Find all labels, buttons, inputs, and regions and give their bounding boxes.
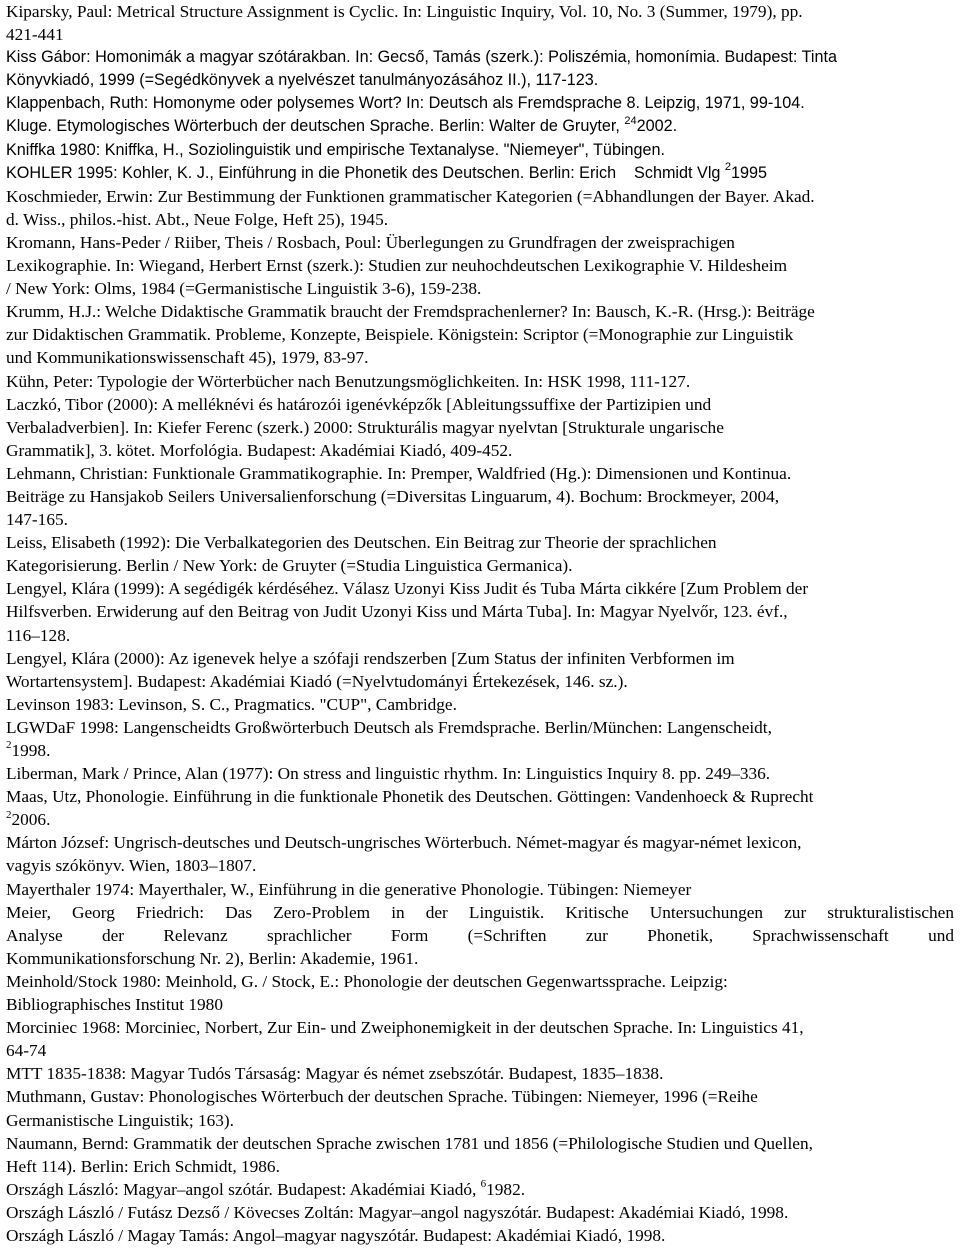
entry-line: Kommunikationsforschung Nr. 2), Berlin: Akademie, 1961. bbox=[6, 948, 419, 968]
entry-line: Hilfsverben. Erwiderung auf den Beitrag von Judit Uzonyi Kiss und Márta Tuba]. In: Magyar Nyelvőr, 123. évf., bbox=[6, 602, 788, 622]
entry-line bbox=[6, 808, 954, 831]
entry-line: Kühn, Peter: Typologie der Wörterbücher nach Benutzungsmöglichkeiten. In: HSK 1998, 111-127. bbox=[6, 371, 691, 391]
bibliography-entry bbox=[6, 1085, 954, 1131]
bibliography-entry bbox=[6, 1132, 954, 1178]
bibliography-entry bbox=[6, 300, 954, 369]
edition-superscript: 6 bbox=[480, 1178, 487, 1191]
entry-line: Klappenbach, Ruth: Homonyme oder polysemes Wort? In: Deutsch als Fremdsprache 8. Leipzig, 1971, 99-104. bbox=[6, 94, 805, 113]
entry-line: Grammatik], 3. kötet. Morfológia. Budapest: Akadémiai Kiadó, 409-452. bbox=[6, 440, 513, 460]
entry-line: Verbaladverbien]. In: Kiefer Ferenc (szerk.) 2000: Strukturális magyar nyelvtan [Strukturale ungarische bbox=[6, 417, 724, 437]
bibliography-entry bbox=[6, 92, 954, 115]
entry-line: Levinson 1983: Levinson, S. C., Pragmatics. "CUP", Cambridge. bbox=[6, 694, 457, 714]
entry-line: Márton József: Ungrisch-deutsches und Deutsch-ungrisches Wörterbuch. Német-magyar és magyar-német lexicon, bbox=[6, 833, 802, 853]
entry-line: Heft 114). Berlin: Erich Schmidt, 1986. bbox=[6, 1156, 280, 1176]
entry-line: Maas, Utz, Phonologie. Einführung in die funktionale Phonetik des Deutschen. Göttingen: Vandenhoeck & Ruprecht bbox=[6, 787, 814, 807]
entry-line: zur Didaktischen Grammatik. Probleme, Konzepte, Beispiele. Königstein: Scriptor (=Monographie zur Linguistik bbox=[6, 325, 794, 345]
bibliography-entry bbox=[6, 1178, 954, 1201]
edition-superscript: 24 bbox=[624, 115, 637, 128]
entry-line: Lengyel, Klára (2000): Az igenevek helye a szófaji rendszerben [Zum Status der infiniten Verbformen im bbox=[6, 648, 735, 668]
entry-line: Liberman, Mark / Prince, Alan (1977): On stress and linguistic rhythm. In: Linguistics Inquiry 8. pp. 249–336. bbox=[6, 764, 771, 784]
entry-line: Muthmann, Gustav: Phonologisches Wörterbuch der deutschen Sprache. Tübingen: Niemeyer, 1996 (=Reihe bbox=[6, 1087, 758, 1107]
entry-line: Wortartensystem]. Budapest: Akadémiai Kiadó (=Nyelvtudományi Értekezések, 146. sz.). bbox=[6, 671, 628, 691]
entry-line: MTT 1835-1838: Magyar Tudós Társaság: Magyar és német zsebszótár. Budapest, 1835–1838. bbox=[6, 1064, 664, 1084]
entry-line: Lengyel, Klára (1999): A segédigék kérdéséhez. Válasz Uzonyi Kiss Judit és Tuba Márta cikkére [Zum Problem der bbox=[6, 579, 809, 599]
entry-text: 1982. bbox=[486, 1179, 526, 1199]
bibliography-entry bbox=[6, 831, 954, 877]
entry-line: Kategorisierung. Berlin / New York: de Gruyter (=Studia Linguistica Germanica). bbox=[6, 556, 573, 576]
edition-superscript: 2 bbox=[6, 808, 12, 821]
entry-line: Naumann, Bernd: Grammatik der deutschen Sprache zwischen 1781 und 1856 (=Philologische Studien und Quellen, bbox=[6, 1133, 813, 1153]
entry-line bbox=[6, 739, 954, 762]
bibliography-entry bbox=[6, 115, 954, 138]
entry-line: Germanistische Linguistik; 163). bbox=[6, 1110, 234, 1130]
bibliography-entry bbox=[6, 162, 954, 185]
bibliography-entry bbox=[6, 693, 954, 716]
bibliography-entry bbox=[6, 878, 954, 901]
entry-text: 2002. bbox=[636, 117, 678, 136]
bibliography-entry bbox=[6, 1201, 954, 1224]
entry-line: Lehmann, Christian: Funktionale Grammatikographie. In: Premper, Waldfried (Hg.): Dimensionen und Kontinua. bbox=[6, 463, 792, 483]
entry-line: / New York: Olms, 1984 (=Germanistische Linguistik 3-6), 159-238. bbox=[6, 279, 482, 299]
entry-line: Bibliographisches Institut 1980 bbox=[6, 995, 223, 1015]
bibliography-entry bbox=[6, 577, 954, 646]
entry-line: 64-74 bbox=[6, 1041, 47, 1061]
entry-line: 116–128. bbox=[6, 625, 71, 645]
entry-line: 147-165. bbox=[6, 510, 68, 530]
entry-line: Mayerthaler 1974: Mayerthaler, W., Einführung in die generative Phonologie. Tübingen: Niemeyer bbox=[6, 879, 692, 899]
bibliography-entry bbox=[6, 393, 954, 462]
entry-line: Meinhold/Stock 1980: Meinhold, G. / Stock, E.: Phonologie der deutschen Gegenwartssprache. Leipzig: bbox=[6, 971, 728, 991]
bibliography-entry bbox=[6, 647, 954, 693]
bibliography-entry bbox=[6, 1224, 954, 1247]
entry-line: LGWDaF 1998: Langenscheidts Großwörterbuch Deutsch als Fremdsprache. Berlin/München: Langenscheidt, bbox=[6, 717, 772, 737]
entry-line bbox=[6, 115, 954, 138]
entry-line: und Kommunikationswissenschaft 45), 1979, 83-97. bbox=[6, 348, 369, 368]
bibliography-entry bbox=[6, 970, 954, 1016]
entry-text: Országh László: Magyar–angol szótár. Budapest: Akadémiai Kiadó, bbox=[6, 1179, 481, 1199]
bibliography-entry bbox=[6, 762, 954, 785]
entry-line: Lexikographie. In: Wiegand, Herbert Ernst (szerk.): Studien zur neuhochdeutschen Lexikographie V. Hildesheim bbox=[6, 256, 788, 276]
entry-line: 421-441 bbox=[6, 25, 64, 45]
entry-line: d. Wiss., philos.-hist. Abt., Neue Folge, Heft 25), 1945. bbox=[6, 209, 389, 229]
bibliography-entry bbox=[6, 531, 954, 577]
bibliography-entry bbox=[6, 785, 954, 831]
bibliography-entry bbox=[6, 46, 954, 92]
entry-text: Kluge. Etymologisches Wörterbuch der deutschen Sprache. Berlin: Walter de Gruyter, bbox=[6, 117, 625, 136]
entry-line: Kiss Gábor: Homonimák a magyar szótárakban. In: Gecső, Tamás (szerk.): Poliszémia, homonímia. Budapest: Tinta bbox=[6, 48, 837, 67]
bibliography-entry bbox=[6, 139, 954, 162]
entry-line: vagyis szókönyv. Wien, 1803–1807. bbox=[6, 856, 257, 876]
entry-line: Koschmieder, Erwin: Zur Bestimmung der Funktionen grammatischer Kategorien (=Abhandlungen der Bayer. Akad. bbox=[6, 186, 815, 206]
entry-line: Morciniec 1968: Morciniec, Norbert, Zur Ein- und Zweiphonemigkeit in der deutschen Sprache. In: Linguistics 41, bbox=[6, 1018, 804, 1038]
bibliography-entry bbox=[6, 1062, 954, 1085]
entry-line: Könyvkiadó, 1999 (=Segédkönyvek a nyelvészet tanulmányozásához II.), 117-123. bbox=[6, 71, 599, 90]
entry-line: Leiss, Elisabeth (1992): Die Verbalkategorien des Deutschen. Ein Beitrag zur Theorie der sprachlichen bbox=[6, 533, 717, 553]
entry-line: Beiträge zu Hansjakob Seilers Universalienforschung (=Diversitas Linguarum, 4). Bochum: Brockmeyer, 2004, bbox=[6, 486, 780, 506]
bibliography-entry bbox=[6, 1016, 954, 1062]
entry-line: Országh László / Magay Tamás: Angol–magyar nagyszótár. Budapest: Akadémiai Kiadó, 1998. bbox=[6, 1225, 666, 1245]
bibliography-entry bbox=[6, 370, 954, 393]
entry-text: 2006. bbox=[11, 810, 51, 830]
entry-line: Laczkó, Tibor (2000): A melléknévi és határozói igenévképzők [Ableitungssuffixe der Partizipien und bbox=[6, 394, 712, 414]
bibliography-entry bbox=[6, 231, 954, 300]
entry-text: 1998. bbox=[11, 741, 51, 760]
bibliography-entry bbox=[6, 901, 954, 970]
bibliography-entry bbox=[6, 462, 954, 531]
edition-superscript: 2 bbox=[724, 161, 732, 174]
bibliography-entry bbox=[6, 716, 954, 762]
edition-superscript: 2 bbox=[6, 739, 12, 752]
entry-line bbox=[6, 161, 954, 185]
entry-line: Országh László / Futász Dezső / Kövecses Zoltán: Magyar–angol nagyszótár. Budapest: Akadémiai Kiadó, 1998. bbox=[6, 1202, 789, 1222]
entry-line: Kromann, Hans-Peder / Riiber, Theis / Rosbach, Poul: Überlegungen zu Grundfragen der zweisprachigen bbox=[6, 232, 735, 252]
entry-line: Analyse der Relevanz sprachlicher Form (=Schriften zur Phonetik, Sprachwissenschaft und bbox=[6, 925, 954, 945]
entry-line: Krumm, H.J.: Welche Didaktische Grammatik braucht der Fremdsprachenlerner? In: Bausch, K.-R. (Hrsg.): Beiträge bbox=[6, 302, 815, 322]
bibliography-entry bbox=[6, 185, 954, 231]
entry-line bbox=[6, 1178, 954, 1201]
entry-text: KOHLER 1995: Kohler, K. J., Einführung in die Phonetik des Deutschen. Berlin: Erich Schmidt Vlg bbox=[6, 163, 725, 182]
entry-line: Meier, Georg Friedrich: Das Zero-Problem in der Linguistik. Kritische Untersuchungen zur strukturalistischen bbox=[6, 902, 954, 922]
bibliography-entry bbox=[6, 0, 954, 46]
entry-line: Kiparsky, Paul: Metrical Structure Assignment is Cyclic. In: Linguistic Inquiry, Vol. 10, No. 3 (Summer, 1979), pp. bbox=[6, 2, 803, 21]
entry-text: 1995 bbox=[731, 163, 768, 182]
entry-line: Kniffka 1980: Kniffka, H., Soziolinguistik und empirische Textanalyse. "Niemeyer", Tübingen. bbox=[6, 140, 666, 159]
